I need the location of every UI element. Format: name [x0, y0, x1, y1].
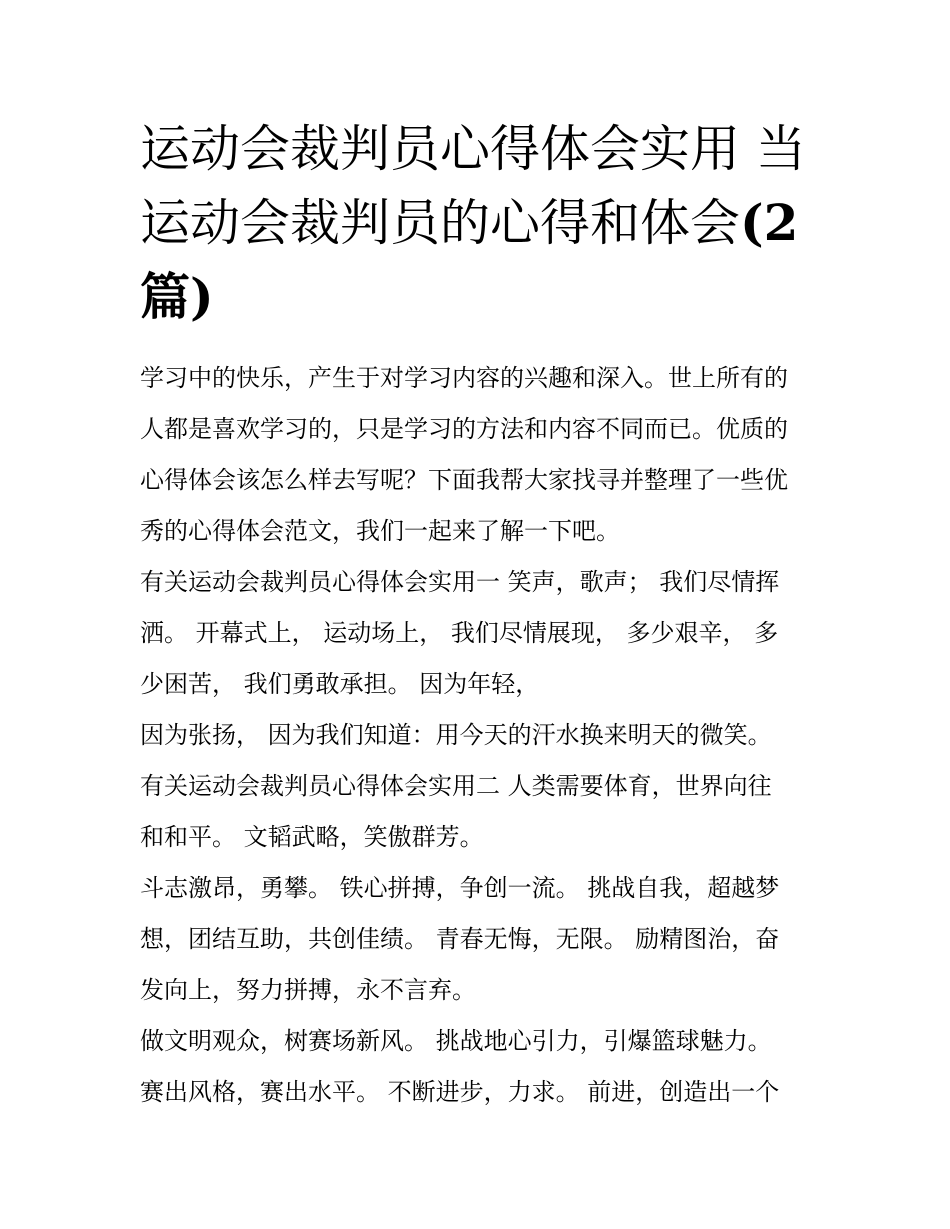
body-line: 少困苦， 我们勇敢承担。 因为年轻， [140, 670, 540, 698]
body-line: 想，团结互助，共创佳绩。 青春无悔，无限。 励精图治，奋 [140, 925, 780, 953]
title-bold-suffix: (2 [740, 193, 799, 252]
body-line: 有关运动会裁判员心得体会实用一 笑声，歌声； 我们尽情挥 [140, 568, 780, 596]
body-line: 赛出风格，赛出水平。 不断进步，力求。 前进，创造出一个 [140, 1078, 780, 1106]
document-body [140, 353, 820, 1118]
body-line: 人都是喜欢学习的，只是学习的方法和内容不同而已。优质的 [140, 415, 788, 443]
body-line: 学习中的快乐，产生于对学习内容的兴趣和深入。世上所有的 [140, 364, 788, 392]
body-line: 发向上，努力拼搏，永不言弃。 [140, 976, 476, 1004]
body-line: 秀的心得体会范文，我们一起来了解一下吧。 [140, 517, 620, 545]
title-line-2 [140, 186, 820, 260]
body-line: 有关运动会裁判员心得体会实用二 人类需要体育，世界向往 [140, 772, 772, 800]
body-line: 做文明观众，树赛场新风。 挑战地心引力，引爆篮球魅力。 [140, 1027, 772, 1055]
body-line: 斗志激昂，勇攀。 铁心拼搏，争创一流。 挑战自我，超越梦 [140, 874, 780, 902]
body-line: 和和平。 文韬武略，笑傲群芳。 [140, 823, 484, 851]
body-line: 因为张扬， 因为我们知道：用今天的汗水换来明天的微笑。 [140, 721, 772, 749]
body-line: 心得体会该怎么样去写呢？下面我帮大家找寻并整理了一些优 [140, 466, 788, 494]
title-line-2-text: 运动会裁判员的心得和体会 [140, 194, 740, 252]
body-line: 洒。 开幕式上， 运动场上， 我们尽情展现， 多少艰辛， 多 [140, 619, 779, 647]
title-line-1: 运动会裁判员心得体会实用 当 [140, 120, 806, 178]
document-title [140, 112, 820, 334]
title-line-3: 篇) [140, 267, 214, 326]
